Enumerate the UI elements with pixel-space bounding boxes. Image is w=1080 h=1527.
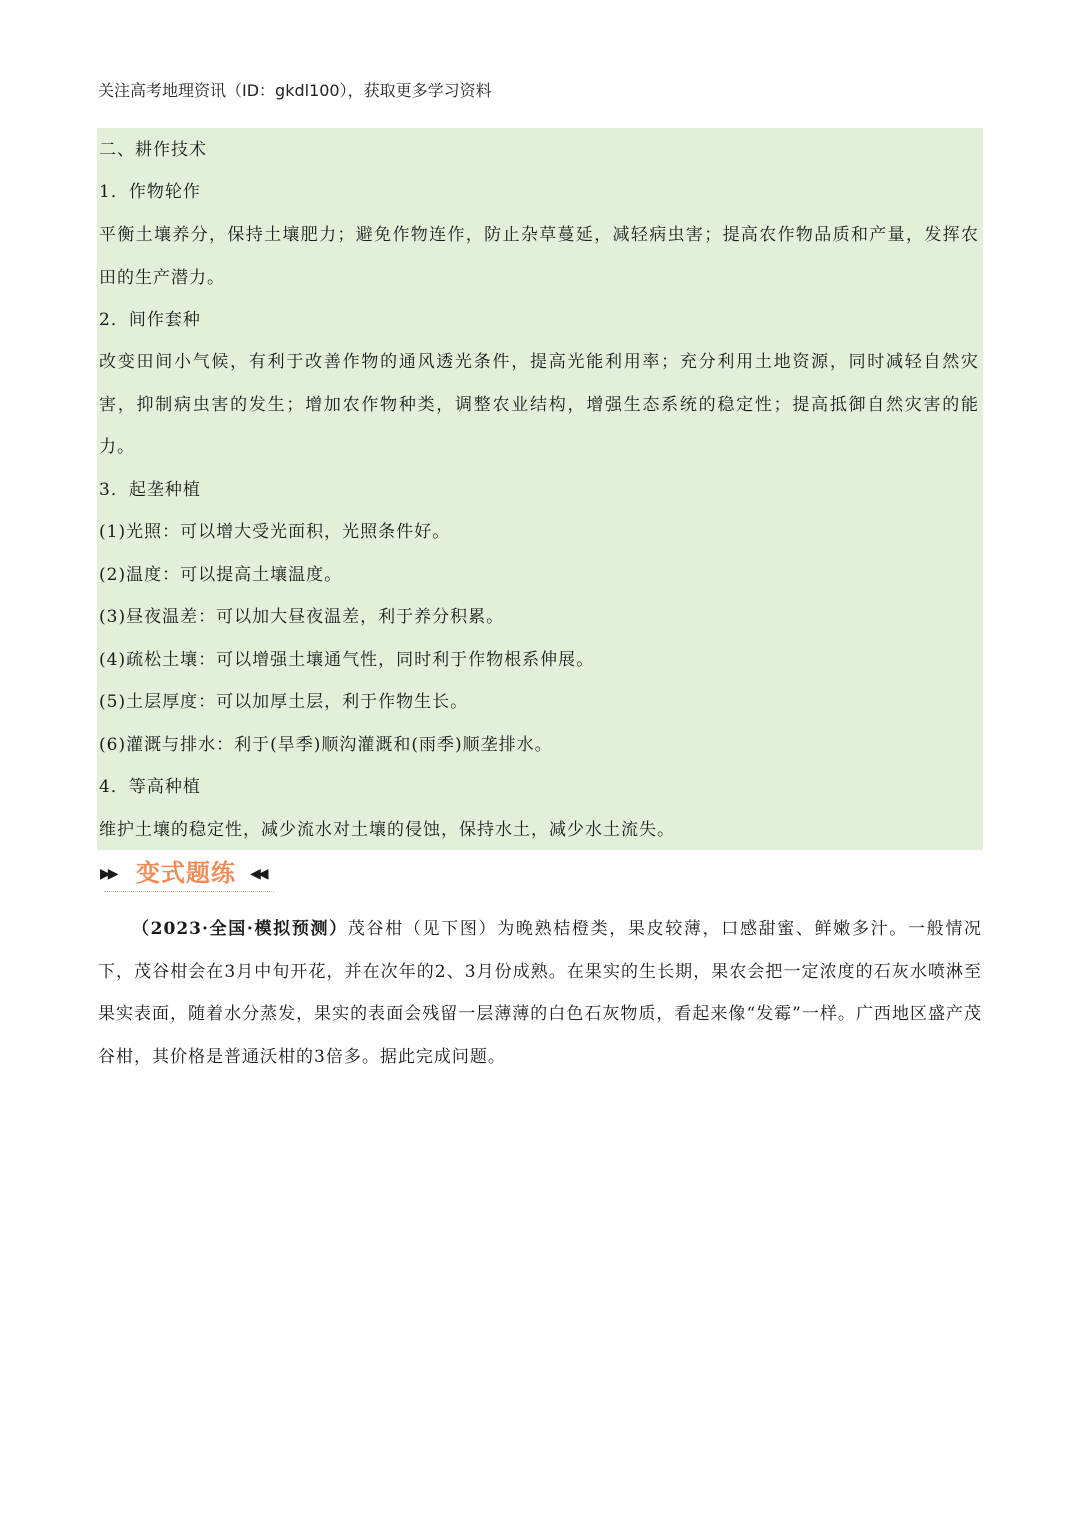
question-stem bbox=[98, 908, 982, 1078]
practice-banner bbox=[100, 856, 300, 892]
banner-title: 变式题练 bbox=[136, 859, 236, 887]
ridge-subitem: (5)土层厚度：可以加厚土层，利于作物生长。 bbox=[99, 692, 469, 712]
ridge-subitem: (3)昼夜温差：可以加大昼夜温差，利于养分积累。 bbox=[99, 607, 505, 627]
question-text: 茂谷柑（见下图）为晚熟桔橙类，果皮较薄，口感甜蜜、鲜嫩多汁。一般情况下，茂谷柑会在3月中旬开花，并在次年的2、3月份成熟。在果实的生长期，果农会把一定浓度的石灰水喷淋至果实表面，随着水分蒸发，果实的表面会残留一层薄薄的白色石灰物质，看起来像“发霉”一样。广西地区盛产茂谷柑，其价格是普通沃柑的3倍多。据此完成问题。 bbox=[98, 919, 982, 1067]
section-title: 二、耕作技术 bbox=[99, 140, 207, 160]
arrow-right-icon: ▶▶ bbox=[100, 866, 116, 882]
ridge-subitem: (4)疏松土壤：可以增强土壤通气性，同时利于作物根系伸展。 bbox=[99, 650, 595, 670]
knowledge-box bbox=[97, 128, 983, 850]
arrow-left-icon: ◀◀ bbox=[250, 866, 266, 882]
item-heading-contour-planting: 4．等高种植 bbox=[99, 777, 201, 797]
ridge-subitem: (2)温度：可以提高土壤温度。 bbox=[99, 565, 343, 585]
item-heading-intercropping: 2．间作套种 bbox=[99, 310, 201, 330]
item-body-intercropping: 改变田间小气候，有利于改善作物的通风透光条件，提高光能利用率；充分利用土地资源，同时减轻自然灾害，抑制病虫害的发生；增加农作物种类，调整农业结构，增强生态系统的稳定性；提高抵御自然灾害的能力。 bbox=[99, 352, 979, 457]
ridge-subitem: (1)光照：可以增大受光面积，光照条件好。 bbox=[99, 522, 451, 542]
banner-underline bbox=[104, 891, 274, 892]
item-heading-ridge-planting: 3．起垄种植 bbox=[99, 480, 201, 500]
question-source: （2023·全国·模拟预测） bbox=[132, 919, 348, 939]
item-body-contour-planting: 维护土壤的稳定性，减少流水对土壤的侵蚀，保持水土，减少水土流失。 bbox=[99, 820, 675, 840]
ridge-subitem: (6)灌溉与排水：利于(旱季)顺沟灌溉和(雨季)顺垄排水。 bbox=[99, 735, 553, 755]
item-heading-crop-rotation: 1．作物轮作 bbox=[99, 182, 201, 202]
header-note: 关注高考地理资讯（ID：gkdl100），获取更多学习资料 bbox=[98, 81, 492, 100]
item-body-crop-rotation: 平衡土壤养分，保持土壤肥力；避免作物连作，防止杂草蔓延，减轻病虫害；提高农作物品质和产量，发挥农田的生产潜力。 bbox=[99, 225, 979, 288]
